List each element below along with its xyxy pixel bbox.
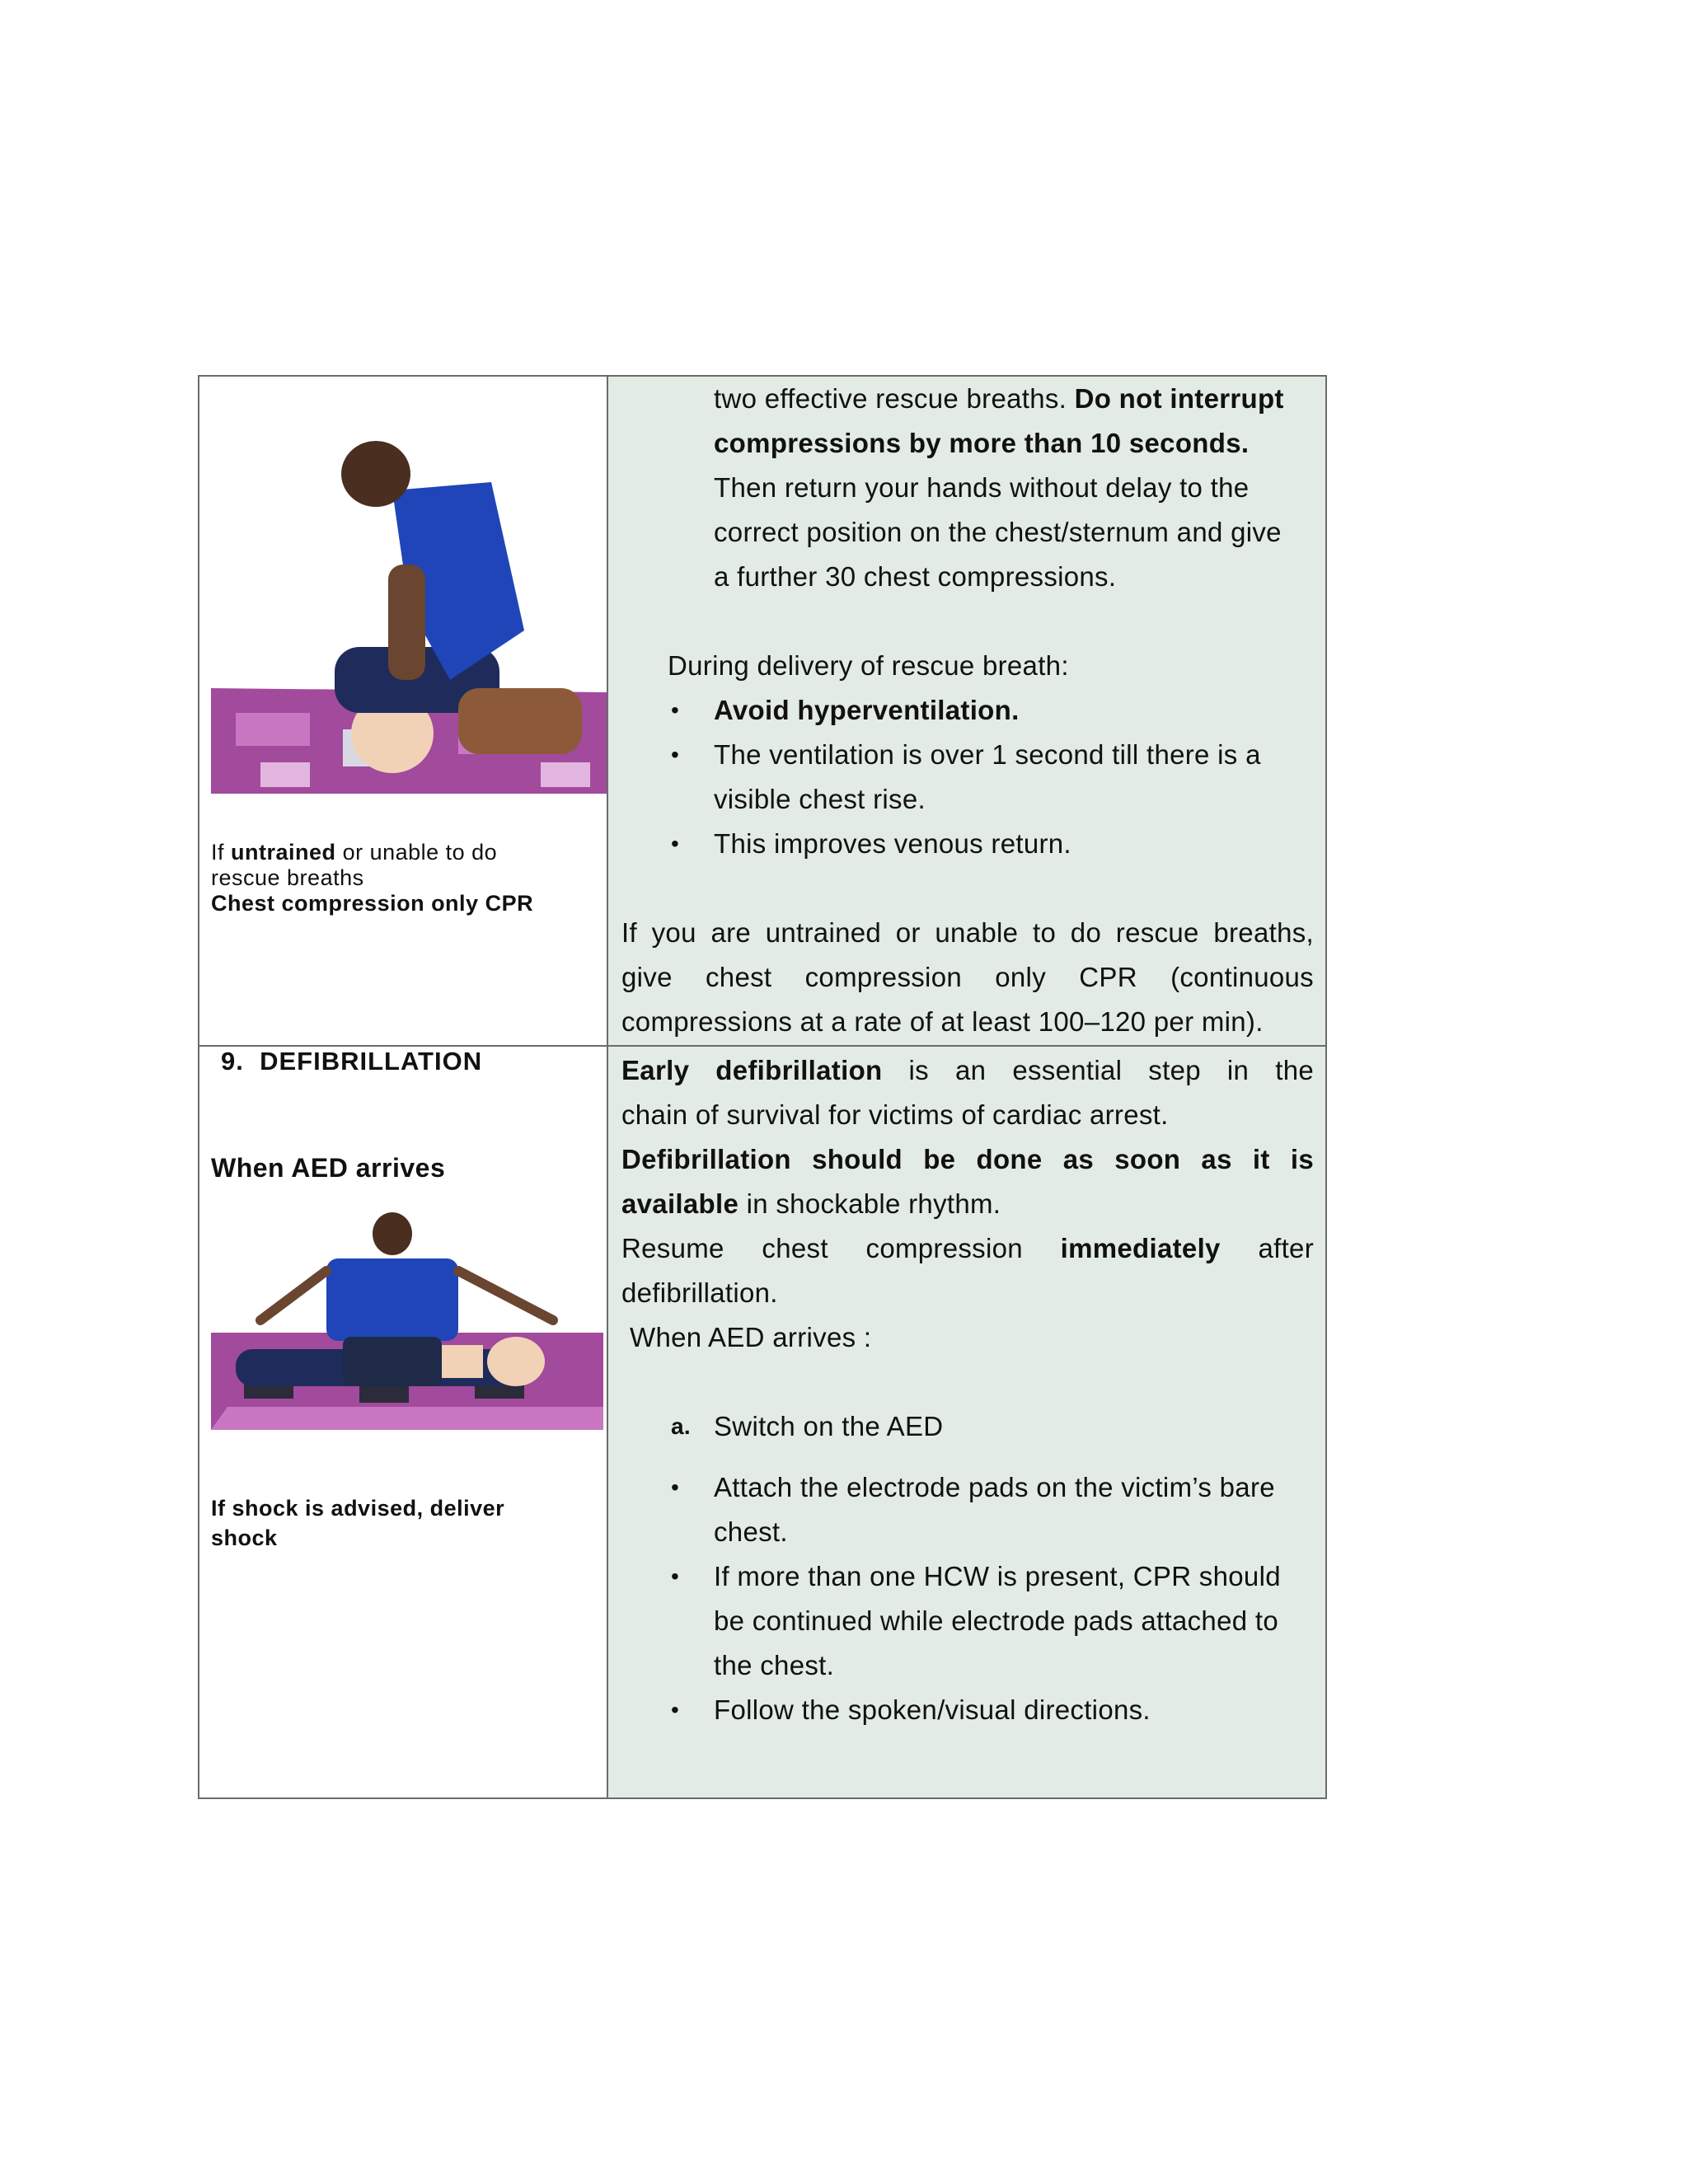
left-caption-untrained: If untrained or unable to do rescue breaths Chest compression only CPR bbox=[211, 840, 534, 916]
bullet-cpr-continue: • If more than one HCW is present, CPR should be continued while electrode pads attached to the chest. bbox=[671, 1561, 1281, 1680]
section-title: 9. DEFIBRILLATION bbox=[221, 1047, 483, 1076]
top-right-text: two effective rescue breaths. Do not interrupt compressions by more than 10 seconds. Then return your hands without delay to the correct position on the chest/sternum and give a further 30 chest compressions. During delivery of rescue breath: • Avoid hyperventilation. • The ventilation is over 1 second till there is a visible chest rise. • This improves venous return. If you are untrained or unable to do rescue breaths, give chest compression only CPR (continuous compressions at a rate of at least 100–120 per min). bbox=[621, 383, 1314, 1037]
bullet-ventilation: • The ventilation is over 1 second till there is a visible chest rise. bbox=[671, 739, 1261, 814]
aed-shock-photo bbox=[211, 1209, 603, 1430]
when-aed-arrives-label: When AED arrives bbox=[211, 1153, 446, 1183]
step-a-switch-on: a. Switch on the AED bbox=[671, 1411, 944, 1441]
bullet-follow-directions: • Follow the spoken/visual directions. bbox=[671, 1694, 1151, 1725]
bullet-venous-return: • This improves venous return. bbox=[671, 828, 1071, 859]
bottom-right-text: Early defibrillation is an essential step in the chain of survival for victims of cardiac arrest. Defibrillation should be done as soon as it is available in shockable rhythm. Resume chest compression immediately after defibrillation. When AED arrives : a. Switch on the AED • Attach the electrode pads on the victim’s bare chest. • If more than one HCW is present, CPR should be continued while electrode pads attached to the chest. • Follow the spoken/visual directions. bbox=[621, 1048, 1314, 1732]
cpr-compression-photo bbox=[211, 441, 607, 794]
cpr-instruction-table bbox=[198, 375, 1327, 1799]
column-divider bbox=[607, 377, 608, 1797]
bullet-attach-pads: • Attach the electrode pads on the victim’s bare chest. bbox=[671, 1472, 1275, 1547]
left-caption-shock: If shock is advised, deliver shock bbox=[211, 1496, 505, 1550]
bullet-avoid-hyperventilation: • Avoid hyperventilation. bbox=[671, 695, 1020, 725]
